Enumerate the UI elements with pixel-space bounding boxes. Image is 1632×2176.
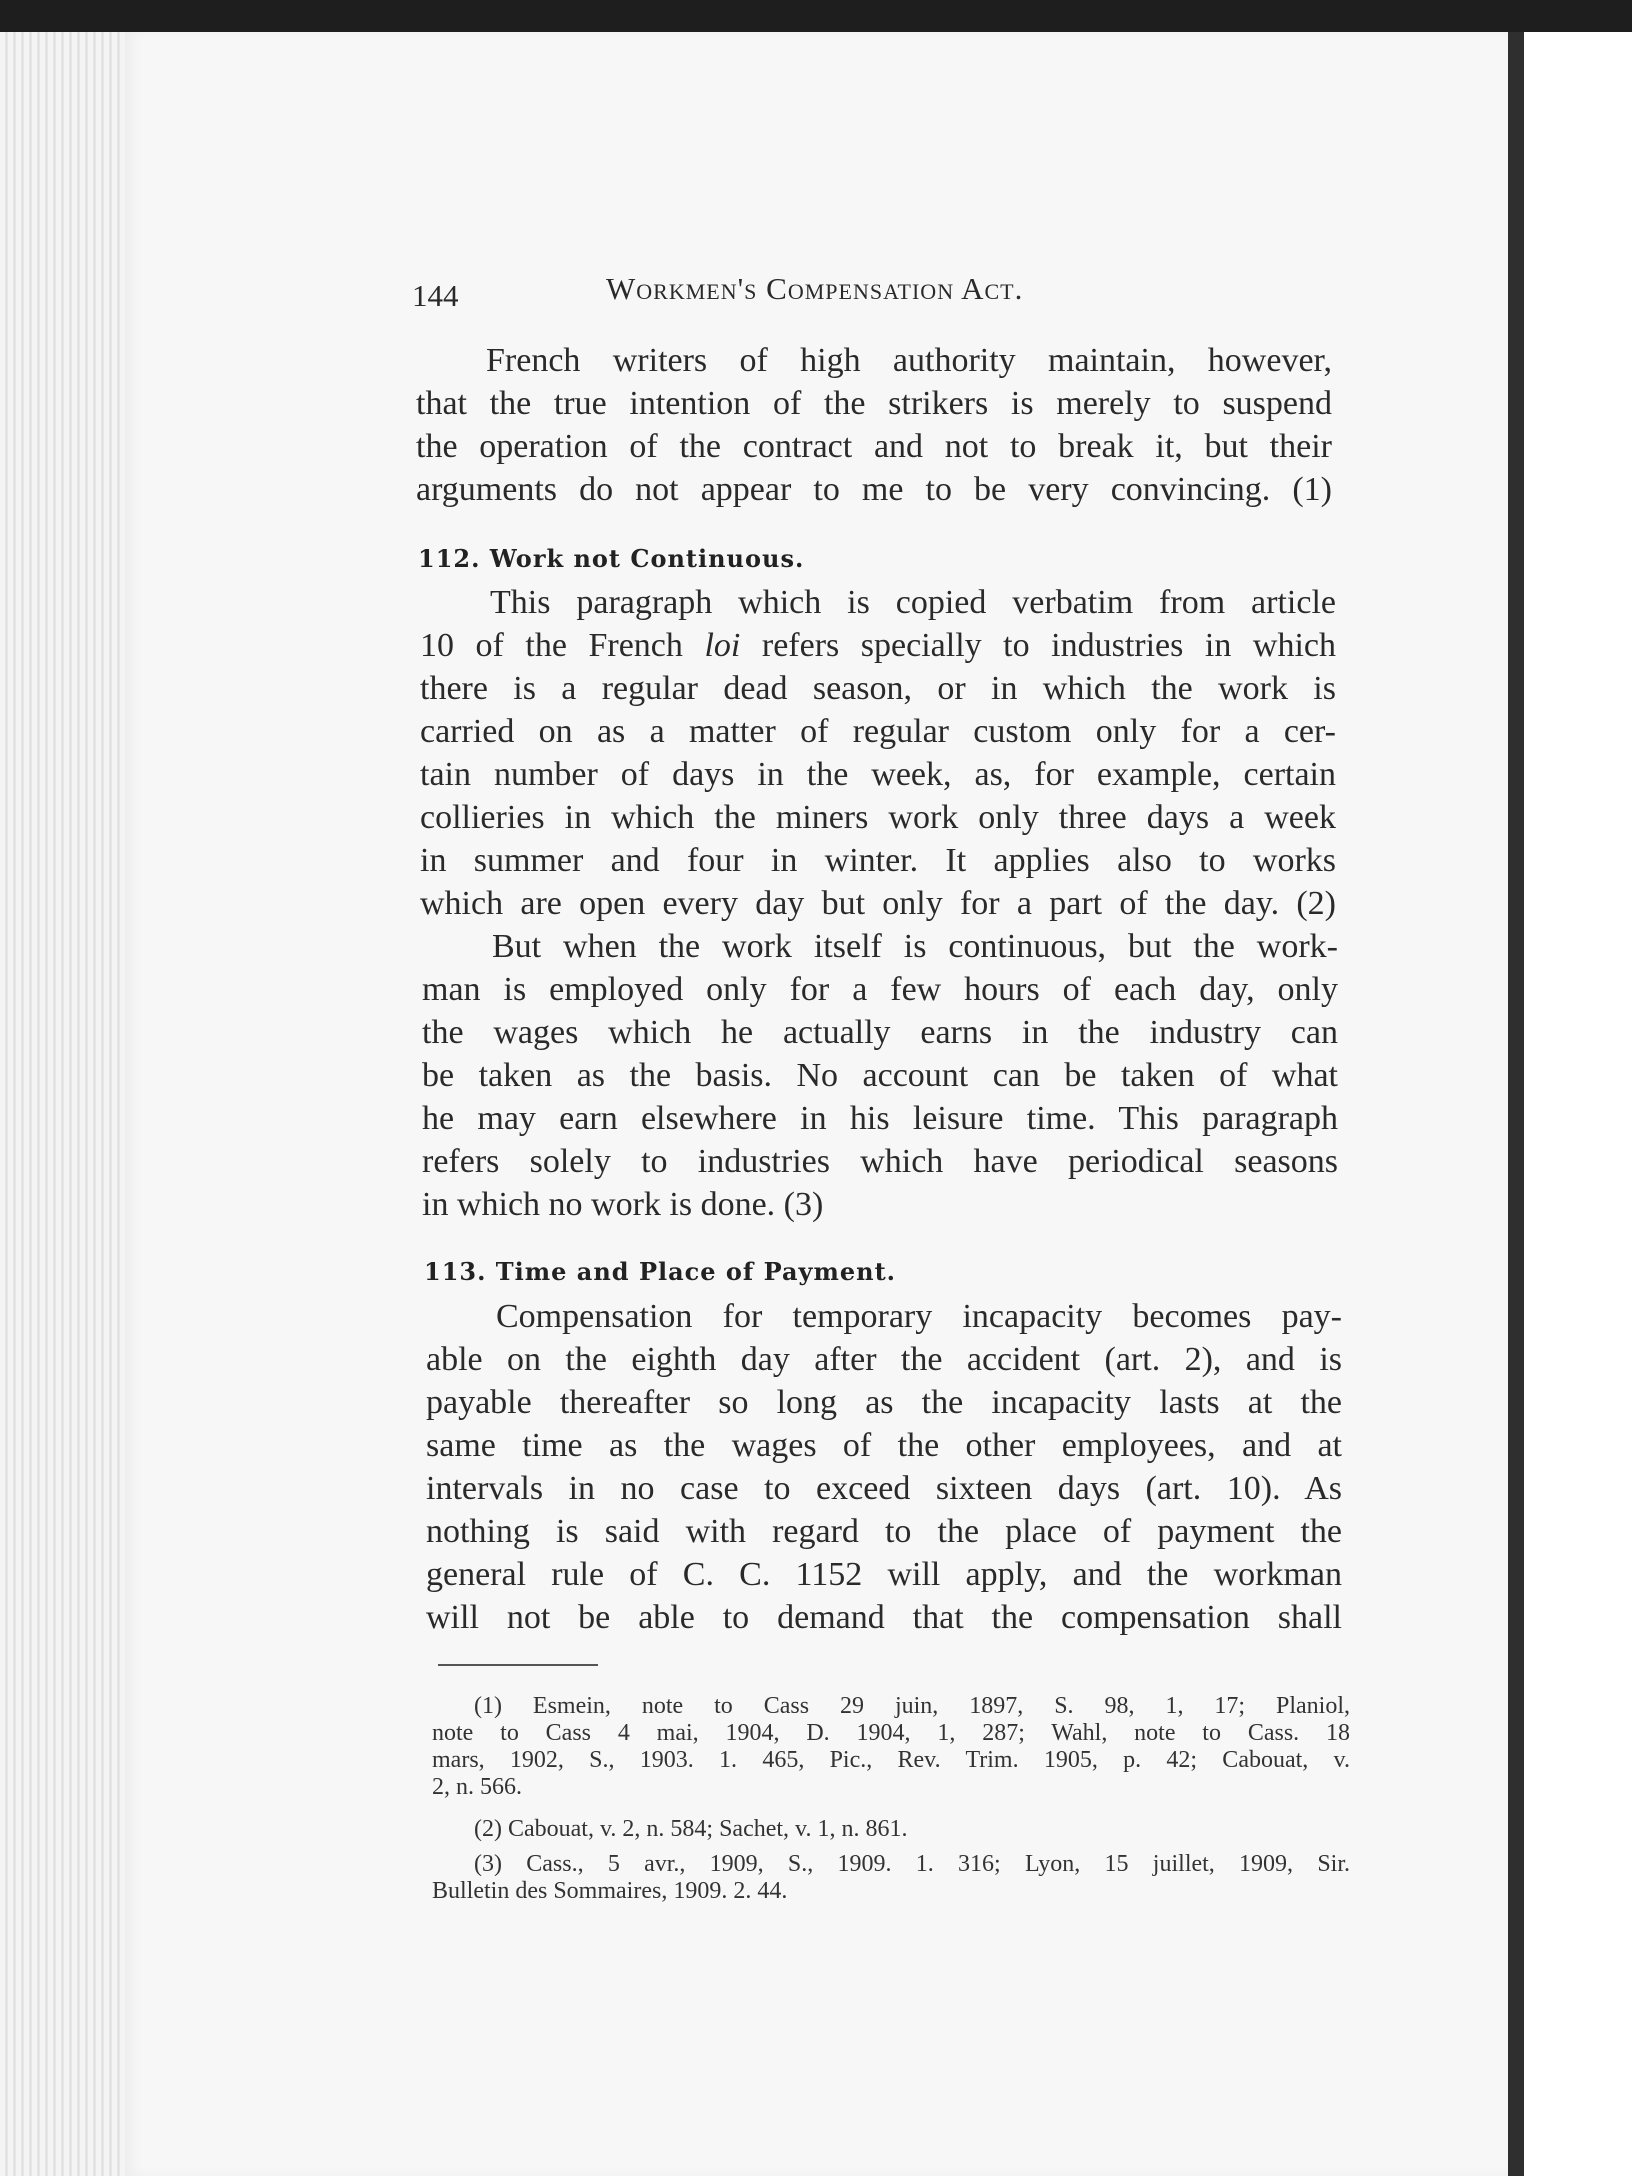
text-line: he may earn elsewhere in his leisure time. This paragraph [422, 1100, 1338, 1137]
stacked-page-edges [0, 32, 125, 2176]
running-head [606, 271, 1023, 307]
text-line: in summer and four in winter. It applies also to works [420, 842, 1336, 879]
text-line: But when the work itself is continuous, but the work- [492, 928, 1338, 965]
text-line: in which no work is done. (3) [422, 1186, 824, 1223]
text-line: carried on as a matter of regular custom only for a cer- [420, 713, 1336, 750]
text-line [490, 583, 1336, 623]
footnote-line: 2, n. 566. [432, 1774, 522, 1800]
text-line: intervals in no case to exceed sixteen days (art. 10). As [426, 1470, 1342, 1507]
italic-word: loi [704, 627, 741, 664]
text-segment: refers specially to industries in which [740, 627, 1336, 664]
text-line: there is a regular dead season, or in which the work is [420, 670, 1336, 707]
text-line: Compensation for temporary incapacity becomes pay- [496, 1298, 1342, 1335]
text-line: the operation of the contract and not to break it, but their [416, 428, 1332, 465]
text-line: able on the eighth day after the accident (art. 2), and is [426, 1341, 1342, 1378]
scan-top-border [0, 0, 1632, 32]
text-line: that the true intention of the strikers is merely to suspend [416, 385, 1332, 422]
text-segment: 10 of the French [420, 627, 705, 664]
section-heading-112: 112. Work not Continuous. [418, 544, 805, 573]
text-line: the wages which he actually earns in the industry can [422, 1014, 1338, 1051]
footnote-line: note to Cass 4 mai, 1904, D. 1904, 1, 287; Wahl, note to Cass. 18 [432, 1720, 1350, 1746]
text-line: French writers of high authority maintain, however, [486, 342, 1332, 379]
text-line: tain number of days in the week, as, for example, certain [420, 756, 1336, 793]
text-line: man is employed only for a few hours of each day, only [422, 971, 1338, 1008]
footnote-line: (1) Esmein, note to Cass 29 juin, 1897, S. 98, 1, 17; Planiol, [474, 1693, 1350, 1719]
text-line: payable thereafter so long as the incapacity lasts at the [426, 1384, 1342, 1421]
text-line: refers solely to industries which have periodical seasons [422, 1143, 1338, 1180]
text-line: which are open every day but only for a part of the day. (2) [420, 885, 1336, 922]
page-number: 144 [412, 278, 459, 313]
text-line: arguments do not appear to me to be very convincing. (1) [416, 471, 1332, 508]
text-line: be taken as the basis. No account can be taken of what [422, 1057, 1338, 1094]
footnote-line: (2) Cabouat, v. 2, n. 584; Sachet, v. 1, n. 861. [474, 1816, 908, 1842]
footnote-line: mars, 1902, S., 1903. 1. 465, Pic., Rev. Trim. 1905, p. 42; Cabouat, v. [432, 1747, 1350, 1773]
footnote-line: Bulletin des Sommaires, 1909. 2. 44. [432, 1878, 788, 1904]
text-line: same time as the wages of the other employees, and at [426, 1427, 1342, 1464]
section-heading-113: 113. Time and Place of Payment. [424, 1257, 897, 1286]
book-spine [1508, 32, 1524, 2176]
footnote-line: (3) Cass., 5 avr., 1909, S., 1909. 1. 316; Lyon, 15 juillet, 1909, Sir. [474, 1851, 1350, 1877]
text-line [420, 626, 1336, 666]
text-segment: This paragraph which is copied verbatim from article [490, 584, 1336, 621]
text-line: collieries in which the miners work only three days a week [420, 799, 1336, 836]
text-line: general rule of C. C. 1152 will apply, and the workman [426, 1556, 1342, 1593]
running-head-text: Workmen's Compensation Act. [606, 271, 1024, 306]
footnote-divider [438, 1664, 598, 1666]
scan-right-margin [1524, 32, 1632, 2176]
text-line: will not be able to demand that the compensation shall [426, 1599, 1342, 1636]
text-line: nothing is said with regard to the place of payment the [426, 1513, 1342, 1550]
